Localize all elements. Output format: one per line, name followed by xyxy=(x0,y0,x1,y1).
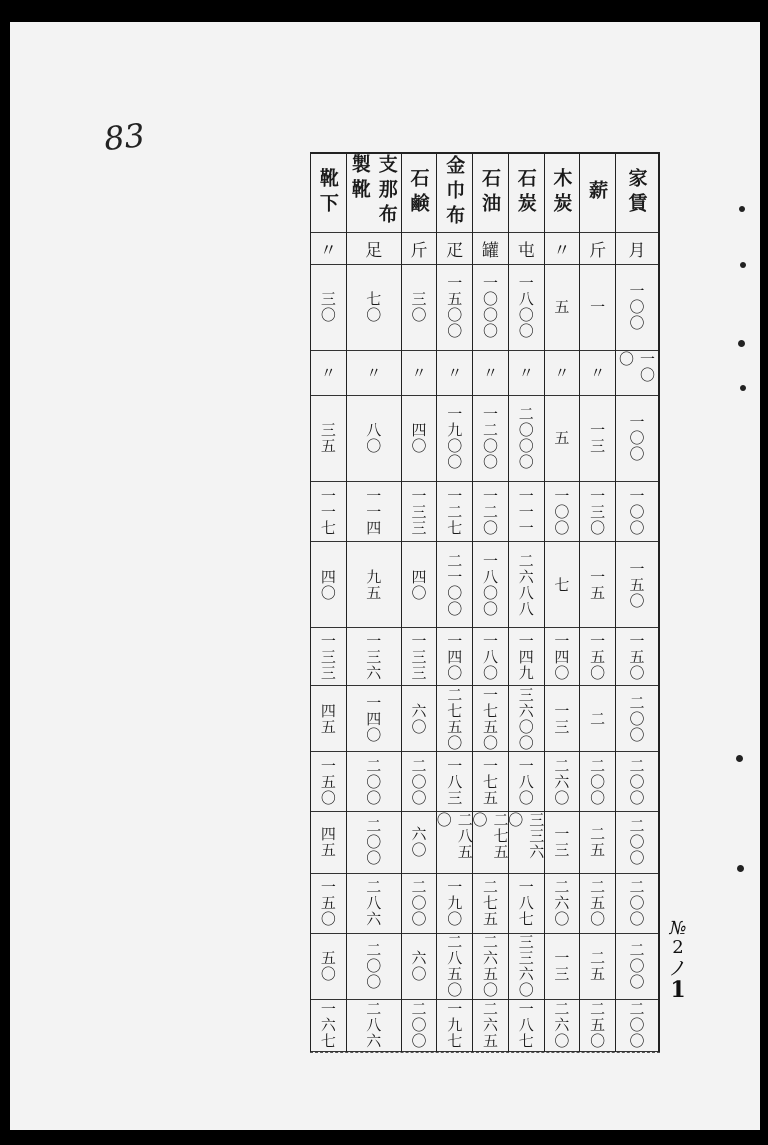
value-cell: 四〇 xyxy=(311,542,346,628)
value-cell: 一八七 xyxy=(509,874,544,934)
binding-hole-mark xyxy=(736,755,743,762)
value-cell: 一三六 xyxy=(347,628,401,686)
value-cell: 一一四 xyxy=(347,482,401,542)
item-name-cell: 薪 xyxy=(580,154,615,233)
value-cell: 六〇 xyxy=(402,934,437,1000)
value-cell: 一七五〇 xyxy=(473,686,508,752)
value-cell: 二〇〇 xyxy=(402,752,437,812)
value-cell: 二〇〇 xyxy=(616,934,658,1000)
reference-mark-symbol: № xyxy=(669,918,687,939)
value-cell: 一五〇 xyxy=(580,628,615,686)
value-cell: 二八五〇 xyxy=(437,934,472,1000)
value-cell: 二〇〇 xyxy=(616,874,658,934)
value-cell: 二一〇〇 xyxy=(437,542,472,628)
reference-mark-separator: ノ xyxy=(668,955,688,980)
value-cell: 二六〇 xyxy=(545,752,580,812)
value-cell: 一九〇〇 xyxy=(437,396,472,482)
value-cell: 三六〇〇 xyxy=(509,686,544,752)
value-cell: 一八三 xyxy=(437,752,472,812)
value-cell: 五 xyxy=(545,265,580,351)
value-cell: 一五〇 xyxy=(311,874,346,934)
value-cell: 五 xyxy=(545,396,580,482)
reference-mark xyxy=(668,920,688,1002)
value-cell: 一〇〇 xyxy=(616,265,658,351)
binding-hole-mark xyxy=(740,262,746,268)
item-name-cell: 家賃 xyxy=(616,154,658,233)
item-name-cell: 金巾布 xyxy=(437,154,472,233)
table-column xyxy=(615,154,660,1052)
value-cell: 二七五 xyxy=(473,874,508,934)
value-cell: 〃 xyxy=(402,351,437,396)
value-cell: 〃 xyxy=(545,351,580,396)
value-cell: 二〇〇 xyxy=(616,1000,658,1053)
value-cell: 一八〇〇 xyxy=(509,265,544,351)
value-cell: 一四〇 xyxy=(347,686,401,752)
value-cell: 一六七 xyxy=(311,1000,346,1053)
table-column xyxy=(508,154,544,1052)
value-cell: 一二〇〇 xyxy=(473,396,508,482)
value-cell: 一三 xyxy=(545,934,580,1000)
value-cell: 二五〇 xyxy=(580,1000,615,1053)
value-cell: 二〇〇 xyxy=(616,752,658,812)
value-cell: 一五〇 xyxy=(616,542,658,628)
value-cell: 一二七 xyxy=(437,482,472,542)
value-cell: 一三 xyxy=(545,812,580,874)
value-cell: 二六〇 xyxy=(545,1000,580,1053)
value-cell: 二〇〇 xyxy=(347,934,401,1000)
value-cell: 一 xyxy=(580,265,615,351)
value-cell: 一五〇 xyxy=(311,752,346,812)
value-cell: 九五 xyxy=(347,542,401,628)
item-name-cell: 木炭 xyxy=(545,154,580,233)
value-cell: 二〇〇 xyxy=(402,874,437,934)
value-cell: 一四〇 xyxy=(545,628,580,686)
item-name-cell: 石油 xyxy=(473,154,508,233)
value-cell: 二〇〇 xyxy=(347,752,401,812)
value-cell: 七 xyxy=(545,542,580,628)
value-cell: 一九〇 xyxy=(437,874,472,934)
value-cell: 三三六〇 xyxy=(509,812,544,874)
value-cell: 七〇 xyxy=(347,265,401,351)
price-table xyxy=(310,152,660,1053)
unit-cell: 斤 xyxy=(580,233,615,265)
value-cell: 一三 xyxy=(580,396,615,482)
value-cell: 一〇〇 xyxy=(616,482,658,542)
value-cell: 一九七 xyxy=(437,1000,472,1053)
value-cell: 二八五〇 xyxy=(437,812,472,874)
value-cell: 一三〇 xyxy=(580,482,615,542)
value-cell: 三三六〇 xyxy=(509,934,544,1000)
binding-hole-mark xyxy=(737,865,744,872)
table-column xyxy=(436,154,472,1052)
binding-hole-mark xyxy=(740,385,746,391)
table-column xyxy=(472,154,508,1052)
table-column xyxy=(579,154,615,1052)
value-cell: 四五 xyxy=(311,686,346,752)
value-cell: 〃 xyxy=(311,351,346,396)
value-cell: 二〇〇 xyxy=(616,686,658,752)
unit-cell: 罐 xyxy=(473,233,508,265)
value-cell: 一七五 xyxy=(473,752,508,812)
value-cell: 二五 xyxy=(580,812,615,874)
value-cell: 一〇〇 xyxy=(616,396,658,482)
value-cell: 一五 xyxy=(580,542,615,628)
value-cell: 二五〇 xyxy=(580,874,615,934)
value-cell: 一五〇〇 xyxy=(437,265,472,351)
table-column xyxy=(401,154,437,1052)
value-cell: 一八〇 xyxy=(509,752,544,812)
value-cell: 〃 xyxy=(509,351,544,396)
value-cell: 一〇〇〇 xyxy=(473,265,508,351)
table-column xyxy=(346,154,401,1052)
item-name-cell: 石炭 xyxy=(509,154,544,233)
page-number: 83 xyxy=(102,115,147,159)
value-cell: 一三三 xyxy=(402,628,437,686)
value-cell: 二五 xyxy=(580,934,615,1000)
table-column xyxy=(544,154,580,1052)
value-cell: 六〇 xyxy=(402,686,437,752)
value-cell: 〃 xyxy=(473,351,508,396)
item-name-cell: 石鹸 xyxy=(402,154,437,233)
value-cell: 二〇〇〇 xyxy=(509,396,544,482)
unit-cell: 〃 xyxy=(545,233,580,265)
binding-hole-mark xyxy=(739,206,745,212)
value-cell: 二〇〇 xyxy=(347,812,401,874)
value-cell: 一四九 xyxy=(509,628,544,686)
value-cell: 一〇〇 xyxy=(616,351,658,396)
value-cell: 〃 xyxy=(437,351,472,396)
reference-mark-subnumber: 1 xyxy=(670,976,686,1003)
value-cell: 二〇〇 xyxy=(616,812,658,874)
unit-cell: 〃 xyxy=(311,233,346,265)
value-cell: 一〇〇 xyxy=(545,482,580,542)
value-cell: 二八六 xyxy=(347,1000,401,1053)
value-cell: 二六〇 xyxy=(545,874,580,934)
value-cell: 二七五〇 xyxy=(437,686,472,752)
value-cell: 一八〇〇 xyxy=(473,542,508,628)
unit-cell: 月 xyxy=(616,233,658,265)
value-cell: 一一一 xyxy=(509,482,544,542)
value-cell: 四〇 xyxy=(402,396,437,482)
value-cell: 〃 xyxy=(580,351,615,396)
value-cell: 二六五 xyxy=(473,1000,508,1053)
unit-cell: 屯 xyxy=(509,233,544,265)
table-column xyxy=(310,154,346,1052)
value-cell: 一三三 xyxy=(402,482,437,542)
value-cell: 二八六 xyxy=(347,874,401,934)
value-cell: 三〇 xyxy=(402,265,437,351)
reference-mark-number: 2 xyxy=(672,936,684,958)
value-cell: 一八七 xyxy=(509,1000,544,1053)
unit-cell: 斤 xyxy=(402,233,437,265)
item-name-cell: 靴下 xyxy=(311,154,346,233)
value-cell: 二六八八 xyxy=(509,542,544,628)
value-cell: 一二〇 xyxy=(473,482,508,542)
value-cell: 六〇 xyxy=(402,812,437,874)
value-cell: 一四〇 xyxy=(437,628,472,686)
value-cell: 二〇〇 xyxy=(402,1000,437,1053)
binding-hole-mark xyxy=(738,340,745,347)
value-cell: 一八〇 xyxy=(473,628,508,686)
value-cell: 一五〇 xyxy=(616,628,658,686)
value-cell: 四五 xyxy=(311,812,346,874)
item-name-cell: 支那布製靴 xyxy=(347,154,401,233)
value-cell: 〃 xyxy=(347,351,401,396)
value-cell: 八〇 xyxy=(347,396,401,482)
value-cell: 二 xyxy=(580,686,615,752)
value-cell: 一一七 xyxy=(311,482,346,542)
value-cell: 三〇 xyxy=(311,265,346,351)
value-cell: 四〇 xyxy=(402,542,437,628)
value-cell: 一三 xyxy=(545,686,580,752)
value-cell: 三五 xyxy=(311,396,346,482)
value-cell: 二〇〇 xyxy=(580,752,615,812)
unit-cell: 疋 xyxy=(437,233,472,265)
value-cell: 二六五〇 xyxy=(473,934,508,1000)
value-cell: 二七五〇 xyxy=(473,812,508,874)
value-cell: 五〇 xyxy=(311,934,346,1000)
unit-cell: 足 xyxy=(347,233,401,265)
value-cell: 一三三 xyxy=(311,628,346,686)
